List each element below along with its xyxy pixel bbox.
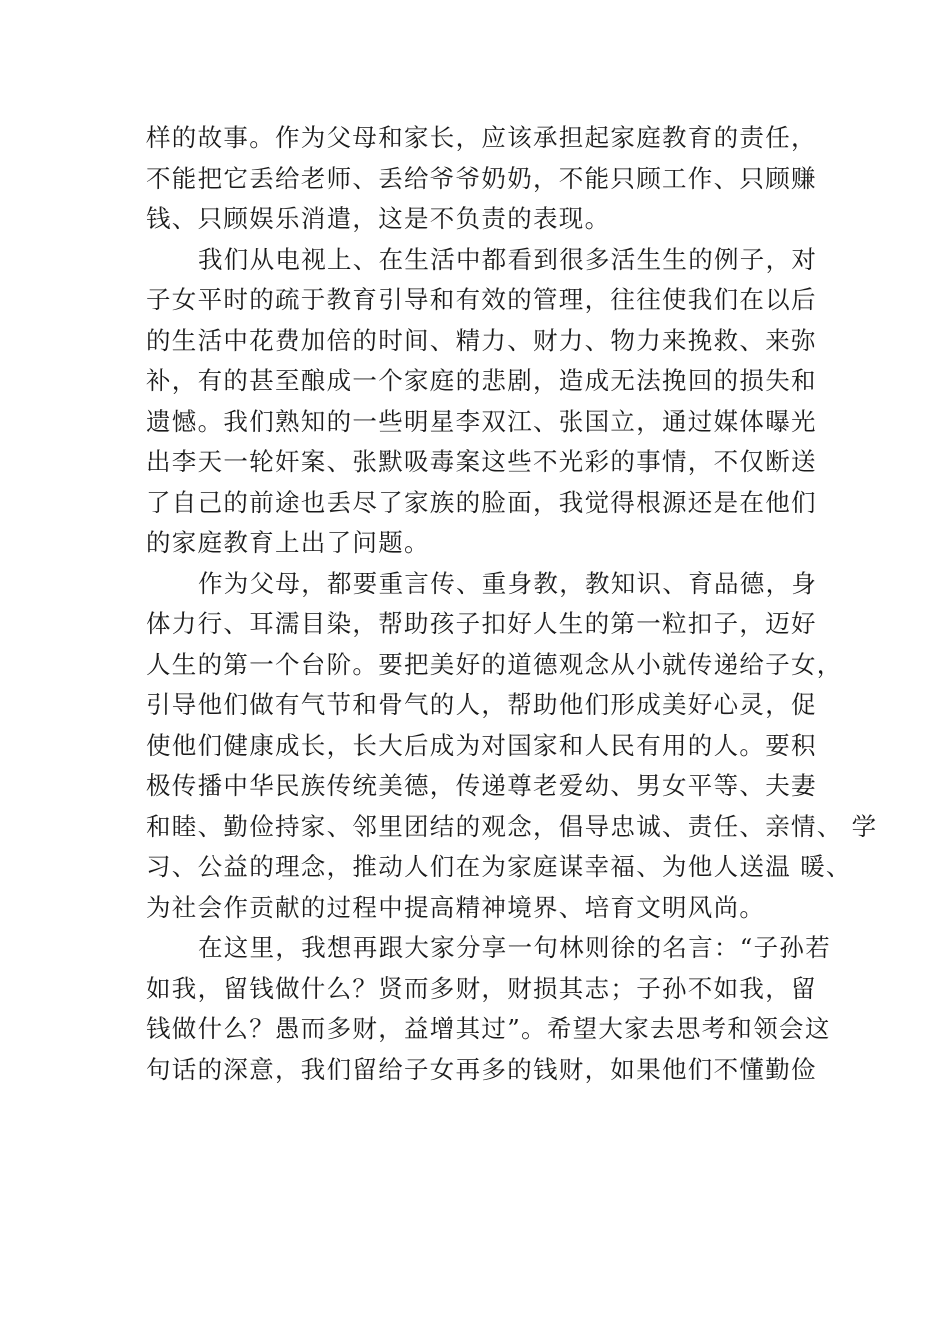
paragraph-start-line: 作为父母，都要重言传、重身教，教知识、育品德，身 (198, 568, 818, 598)
body-text (146, 118, 878, 1090)
text-line-16: 使他们健康成长，长大后成为对国家和人民有用的人。要积 (146, 730, 817, 760)
text-line-2: 不能把它丢给老师、丢给爷爷奶奶，不能只顾工作、只顾赚 (146, 163, 817, 193)
text-line-8: 遗憾。我们熟知的一些明星李双江、张国立，通过媒体曝光 (146, 406, 817, 436)
text-line-6: 的生活中花费加倍的时间、精力、财力、物力来挽救、来弥 (146, 325, 817, 355)
text-line-23: 钱做什么？愚而多财，益增其过”。希望大家去思考和领会这 (146, 1014, 831, 1043)
text-line-20: 为社会作贡献的过程中提高精神境界、培育文明风尚。 (146, 892, 766, 922)
text-line-14: 人生的第一个台阶。要把美好的道德观念从小就传递给子女， (146, 649, 843, 679)
paragraph-start-line: 在这里，我想再跟大家分享一句林则徐的名言：“子孙若 (198, 933, 832, 962)
text-line-18: 和睦、勤俭持家、邻里团结的观念，倡导忠诚、责任、亲情、 学 (146, 811, 878, 841)
text-line-9: 出李天一轮奸案、张默吸毒案这些不光彩的事情，不仅断送 (146, 447, 817, 476)
text-line-5: 子女平时的疏于教育引导和有效的管理，往往使我们在以后 (146, 285, 817, 314)
text-line-22: 如我，留钱做什么？贤而多财，财损其志；子孙不如我，留 (146, 973, 817, 1003)
text-line-17: 极传播中华民族传统美德，传递尊老爱幼、男女平等、夫妻 (146, 771, 817, 800)
text-line-11: 的家庭教育上出了问题。 (146, 528, 430, 557)
text-line-10: 了自己的前途也丢尽了家族的脸面，我觉得根源还是在他们 (146, 487, 817, 517)
paragraph-start-line: 我们从电视上、在生活中都看到很多活生生的例子，对 (198, 244, 818, 274)
text-line-1: 样的故事。作为父母和家长，应该承担起家庭教育的责任， (146, 123, 817, 152)
text-line-7: 补，有的甚至酿成一个家庭的悲剧，造成无法挽回的损失和 (146, 366, 817, 395)
text-line-19: 习、公益的理念，推动人们在为家庭谋幸福、为他人送温 暖、 (146, 852, 852, 881)
text-line-3: 钱、只顾娱乐消遣，这是不负责的表现。 (146, 204, 611, 233)
text-line-24: 句话的深意，我们留给子女再多的钱财，如果他们不懂勤俭 (146, 1054, 817, 1084)
text-line-13: 体力行、耳濡目染，帮助孩子扣好人生的第一粒扣子，迈好 (146, 609, 817, 638)
text-line-15: 引导他们做有气节和骨气的人，帮助他们形成美好心灵，促 (146, 690, 817, 719)
